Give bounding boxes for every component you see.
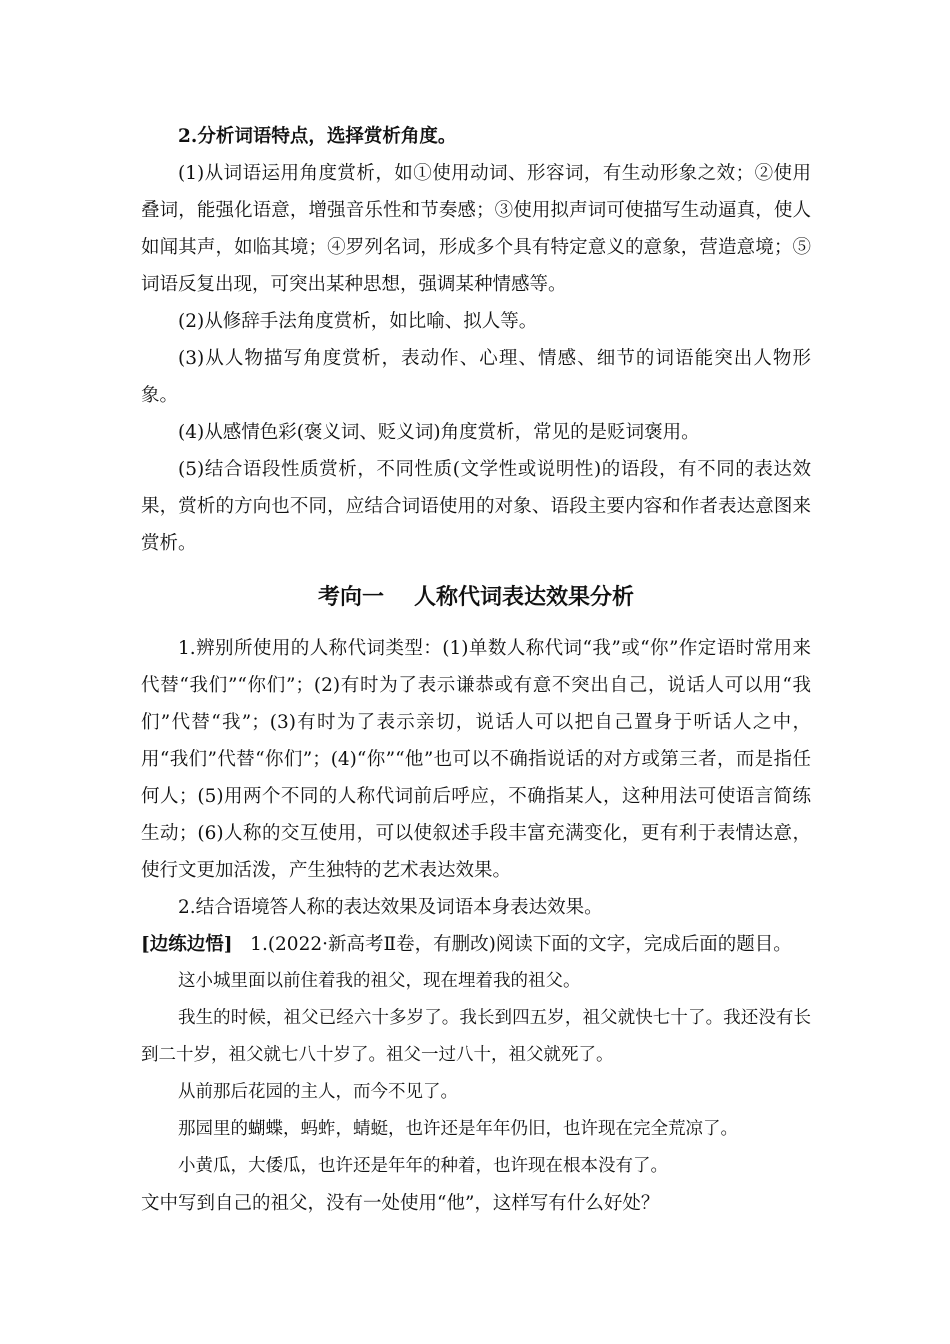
passage-line: 那园里的蝴蝶，蚂蚱，蜻蜓，也许还是年年仍旧，也许现在完全荒凉了。 xyxy=(178,1119,738,1139)
passage-line: 从前那后花园的主人，而今不见了。 xyxy=(178,1082,458,1102)
paragraph: (4)从感情色彩(褒义词、贬义词)角度赏析，常见的是贬词褒用。 xyxy=(178,422,700,443)
passage-line: 我生的时候，祖父已经六十多岁了。我长到四五岁，祖父就快七十了。我还没有长到二十岁，祖父就七八十岁了。祖父一过八十，祖父就死了。 xyxy=(141,1008,811,1065)
practice-intro-text: 1.(2022·新高考Ⅱ卷，有删改)阅读下面的文字，完成后面的题目。 xyxy=(250,934,792,955)
practice-intro xyxy=(141,926,811,963)
document-body xyxy=(141,118,811,1222)
paragraph: (2)从修辞手法角度赏析，如比喻、拟人等。 xyxy=(178,311,538,332)
paragraph: (1)从词语运用角度赏析，如①使用动词、形容词，有生动形象之效；②使用叠词，能强化语意，增强音乐性和节奏感；③使用拟声词可使描写生动逼真，使人如闻其声，如临其境；④罗列名词，形成多个具有特定意义的意象，营造意境；⑤词语反复出现，可突出某种思想，强调某种情感等。 xyxy=(141,163,811,295)
section-title: 2.分析词语特点，选择赏析角度。 xyxy=(178,126,457,147)
passage-line: 这小城里面以前住着我的祖父，现在埋着我的祖父。 xyxy=(178,971,581,991)
paragraph: 1.辨别所使用的人称代词类型：(1)单数人称代词“我”或“你”作定语时常用来代替“我们”“你们”；(2)有时为了表示谦恭或有意不突出自己，说话人可以用“我们”代替“我”；(3)有时为了表示亲切，说话人可以把自己置身于听话人之中，用“我们”代替“你们”；(4)“你”“他”也可以不确指说话的对方或第三者，而是指任何人；(5)用两个不同的人称代词前后呼应，不确指某人，这种用法可使语言简练生动；(6)人称的交互使用，可以使叙述手段丰富充满变化，更有利于表情达意，使行文更加活泼，产生独特的艺术表达效果。 xyxy=(141,638,811,881)
heading-title: 人称代词表达效果分析 xyxy=(414,584,635,610)
paragraph: 2.结合语境答人称的表达效果及词语本身表达效果。 xyxy=(178,897,603,918)
practice-tag: [边练边悟] xyxy=(141,934,233,955)
heading-label: 考向一 xyxy=(317,584,384,610)
question: 文中写到自己的祖父，没有一处使用“他”，这样写有什么好处？ xyxy=(141,1193,660,1214)
paragraph: (3)从人物描写角度赏析，表动作、心理、情感、细节的词语能突出人物形象。 xyxy=(141,348,811,406)
paragraph: (5)结合语段性质赏析，不同性质(文学性或说明性)的语段，有不同的表达效果，赏析的方向也不同，应结合词语使用的对象、语段主要内容和作者表达意图来赏析。 xyxy=(141,459,811,554)
section-heading xyxy=(141,576,811,618)
passage-line: 小黄瓜，大倭瓜，也许还是年年的种着，也许现在根本没有了。 xyxy=(178,1156,668,1176)
